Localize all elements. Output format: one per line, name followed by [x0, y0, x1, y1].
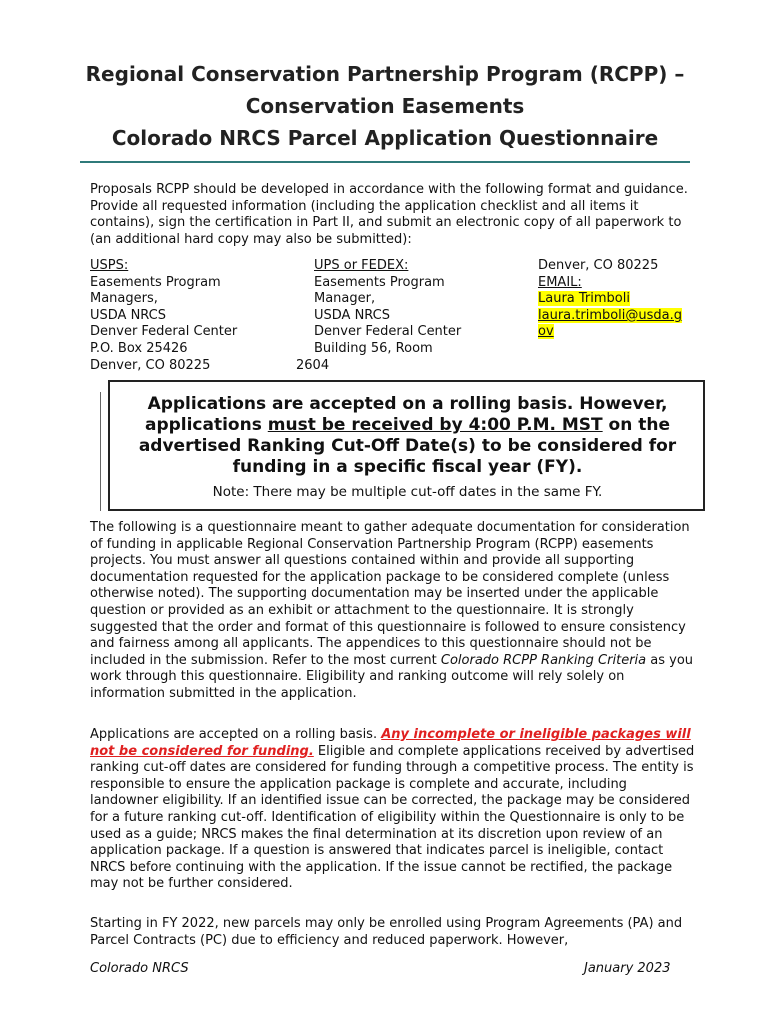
- deadline-notice-box: [108, 380, 705, 511]
- ups-line: Denver Federal Center: [314, 324, 462, 340]
- usps-line: P.O. Box 25426: [90, 340, 188, 356]
- notice-text: Applications are accepted on a rolling basis. However, applications: [144, 394, 668, 435]
- email-link-continued[interactable]: ov: [538, 324, 554, 340]
- notice-note: Note: There may be multiple cut-off dates in the same FY.: [212, 484, 603, 500]
- usps-line: Denver, CO 80225: [90, 357, 211, 373]
- fy2022-paragraph: Starting in FY 2022, new parcels may only be enrolled using Program Agreements (PA) and Parcel Contracts (PC) due to efficiency and reduced paperwork. However,: [90, 916, 683, 948]
- usps-address: [90, 258, 237, 374]
- intro-paragraph: Proposals RCPP should be developed in accordance with the following format and guidance. Provide all requested information (including the application checklist and all items it contains), sign the certification in Part II, and submit an electronic copy of all paperwork to (an additional hard copy may also be submitted):: [90, 182, 688, 247]
- ups-line: 2604: [296, 357, 330, 373]
- title-divider: [80, 161, 690, 163]
- ranking-criteria-reference: Colorado RCPP Ranking Criteria: [440, 652, 647, 668]
- ineligible-warning: Any incomplete or ineligible packages will not be considered for funding.: [90, 727, 691, 759]
- usps-line: Managers,: [90, 291, 158, 307]
- title-line-2: Conservation Easements: [245, 94, 525, 118]
- title-line-1: Regional Conservation Partnership Program (RCPP) –: [85, 62, 685, 86]
- footer-left: Colorado NRCS: [90, 961, 189, 976]
- para3-text-end: Eligible and complete applications received by advertised ranking cut-off dates are considered for funding through a competitive process. The entity is responsible to ensure the application package is complete and accurate, including landowner eligibility. If an identified issue can be corrected, the package may be considered for a future ranking cut-off. Identification of eligibility within the Questionnaire is only to be used as a guide; NRCS makes the final determination at its discretion upon review of an application package. If a question is answered that indicates parcel is ineligible, contact NRCS before continuing with the application. If the issue cannot be rectified, the package may not be further considered.: [90, 743, 695, 892]
- title-line-3: Colorado NRCS Parcel Application Questionnaire: [111, 126, 659, 150]
- ups-fedex-address: [296, 258, 462, 374]
- deadline-notice: [120, 394, 695, 478]
- usps-line: Denver Federal Center: [90, 324, 238, 340]
- para2-text: The following is a questionnaire meant to gather adequate documentation for consideration of funding in applicable Regional Conservation Partnership Program (RCPP) easements projects. You must answer all questions contained within and provide all supporting documentation requested for the application package to be considered complete (unless otherwise noted). The supporting documentation may be inserted under the applicable question or provided as an exhibit or attachment to the questionnaire. It is strongly suggested that the order and format of this questionnaire is followed to ensure consistency and fairness among all applicants. The appendices to this questionnaire should not be included in the submission. Refer to the most current: [90, 520, 690, 668]
- usps-line: USDA NRCS: [90, 307, 167, 323]
- ups-line: Manager,: [314, 291, 376, 307]
- usps-line: Easements Program: [90, 274, 221, 290]
- para3-text: Applications are accepted on a rolling basis.: [90, 727, 382, 742]
- rolling-basis-paragraph: [90, 727, 698, 893]
- ups-line: Building 56, Room: [314, 340, 433, 356]
- usps-label: USPS:: [90, 258, 129, 273]
- email-contact: [538, 258, 682, 341]
- notice-text-end: on the advertised Ranking Cut-Off Date(s) to be considered for funding in a specific fiscal year (FY).: [138, 415, 677, 477]
- contact-name: Laura Trimboli: [538, 291, 630, 307]
- ups-line: USDA NRCS: [314, 307, 391, 323]
- footer-date: January 2023: [584, 961, 671, 976]
- ups-line: Easements Program: [314, 274, 445, 290]
- ups-label: UPS or FEDEX:: [314, 258, 409, 273]
- contact-city: Denver, CO 80225: [538, 258, 659, 273]
- email-label: EMAIL:: [538, 274, 582, 290]
- email-link[interactable]: laura.trimboli@usda.g: [538, 307, 683, 323]
- para2-text-end: as you work through this questionnaire. Eligibility and ranking outcome will rely solely on information submitted in the application.: [90, 652, 694, 701]
- questionnaire-description: [90, 520, 698, 703]
- notice-deadline: must be received by 4:00 P.M. MST: [267, 415, 603, 435]
